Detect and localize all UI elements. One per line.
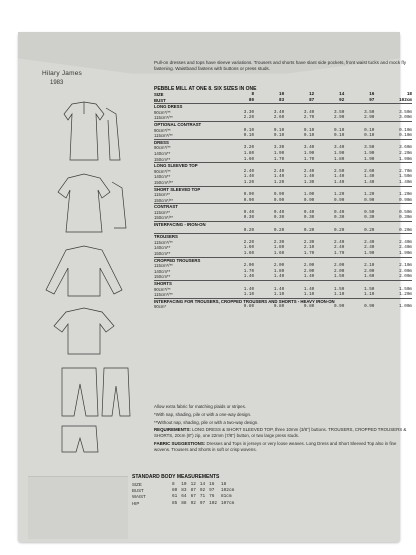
measurement-row	[132, 501, 238, 507]
fabric-width-label: 150cm*/**	[154, 215, 174, 221]
yardage-cell: 0.90	[273, 192, 285, 198]
yardage-cell: 0.10	[364, 133, 375, 139]
yardage-cell: 1.40	[303, 286, 315, 292]
yardage-cell: 3.50	[364, 109, 375, 115]
fabric-width-label: 90cm*	[154, 304, 167, 310]
yardage-cell: 2.70m	[399, 168, 412, 174]
yardage-cell: 1.20m	[399, 292, 412, 298]
measurement-cell: 92	[190, 500, 196, 506]
measurement-cell: 85	[172, 500, 178, 506]
bust-header-row-cell: 102cm	[399, 97, 412, 103]
fabric-width-label: 90cm*/**	[154, 127, 171, 133]
yardage-cell: 0.90	[364, 197, 375, 203]
fabric-width-label: 115cm*/**	[154, 292, 173, 298]
measurement-cell: 18	[221, 482, 227, 487]
measurement-cell: 87	[190, 488, 196, 494]
measurement-cell: 64	[181, 494, 187, 500]
yardage-cell: 3.50	[333, 109, 345, 115]
yardage-cell: 2.40	[364, 239, 375, 245]
yardage-cell: 3.30	[273, 145, 285, 151]
yardage-cell: 0.10	[333, 133, 345, 139]
yardage-cell: 1.50	[364, 286, 375, 292]
yardage-cell: 0.10m	[399, 133, 412, 139]
measurement-label: HIP	[132, 500, 140, 506]
yardage-cell: 0.90m	[399, 197, 412, 203]
envelope-fold	[28, 476, 128, 539]
yardage-cell: 1.40	[243, 286, 255, 292]
size-header-row-cell: 10	[278, 92, 285, 97]
nap-note-2: **Without nap, shading, pile or with a two-way design.	[154, 419, 259, 425]
yardage-cell: 0.10	[273, 127, 285, 133]
yardage-cell: 2.00	[364, 268, 375, 274]
yardage-cell: 2.00	[243, 263, 255, 269]
yardage-cell: 1.10	[273, 292, 285, 298]
table-row	[154, 304, 412, 310]
yardage-cell: 2.20	[243, 239, 255, 245]
yardage-cell: 1.30	[303, 179, 315, 185]
yardage-cell: 2.40	[333, 239, 345, 245]
dress-sketch	[58, 174, 126, 232]
yardage-cell: 1.50	[333, 274, 345, 280]
yardage-cell: 0.40	[273, 209, 285, 215]
yardage-cell: 1.80	[273, 268, 285, 274]
pattern-description: Pull-on dresses and tops have sleeve variations. Trousers and shorts have slant side pockets, front waist tucks and mock fly fastening. Waistband fastens with buttons or press studs.	[154, 60, 407, 71]
yardage-cell: 1.10	[364, 292, 375, 298]
fabric-width-label: 115cm**	[154, 209, 170, 215]
yardage-cell: 2.30	[303, 239, 315, 245]
fabric-width-label: 90cm*/**	[154, 286, 171, 292]
bust-header-row-cell: 97	[369, 97, 375, 103]
measurement-cell: 71	[199, 494, 206, 500]
yardage-cell: 1.60	[243, 251, 255, 257]
body-measurements	[132, 474, 312, 507]
pattern-subtitle: PEBBLE MILL AT ONE 8. SIX SIZES IN ONE	[154, 86, 257, 92]
fabric-width-label: 140cm**	[154, 245, 171, 251]
fabric-width-label: 140cm**	[154, 174, 171, 180]
requirements-note	[154, 427, 410, 439]
yardage-cell: 0.20	[364, 227, 375, 233]
fabric-note	[154, 441, 410, 453]
yardage-cell: 1.60	[364, 274, 375, 280]
yardage-cell: 1.50	[333, 286, 345, 292]
yardage-cell: 1.00m	[399, 304, 412, 310]
long-sleeved-top-sketch	[46, 246, 122, 296]
yardage-cell: 2.20	[243, 115, 255, 121]
yardage-cell: 2.40m	[399, 245, 412, 251]
yardage-cell: 0.50	[364, 209, 375, 215]
yardage-cell: 3.30	[243, 109, 255, 115]
yardage-cell: 0.90	[243, 192, 255, 198]
section-title: CROPPED TROUSERS	[154, 257, 412, 263]
yardage-cell: 1.40	[273, 174, 285, 180]
yardage-cell: 1.60	[243, 245, 255, 251]
fabric-width-label: 150cm*/**	[154, 197, 174, 203]
yardage-cell: 0.90	[333, 304, 345, 310]
measurement-label: BUST	[132, 488, 144, 494]
garment-sketches-svg	[32, 100, 140, 460]
yardage-cell: 1.90	[364, 251, 375, 257]
size-header-row-cell: 14	[339, 92, 345, 97]
yardage-cell: 1.40m	[399, 179, 412, 185]
garment-sketches	[32, 100, 140, 460]
yardage-cell: 3.00m	[399, 115, 412, 121]
yardage-cell: 2.40	[333, 245, 345, 251]
yardage-cell: 3.40	[273, 109, 285, 115]
yardage-cell: 1.20	[273, 179, 285, 185]
fabric-width-label: 90cm*/**	[154, 168, 171, 174]
yardage-cell: 0.10	[243, 127, 255, 133]
measurement-cell: 16	[209, 482, 215, 487]
fabric-width-label: 140cm**	[154, 268, 171, 274]
measurement-cell: 10	[181, 482, 187, 487]
yardage-cell: 1.00	[303, 192, 315, 198]
fabric-width-label: 150cm**	[154, 156, 171, 162]
yardage-cell: 2.60	[273, 115, 285, 121]
section-title: SHORTS	[154, 281, 412, 287]
yardage-cell: 0.30	[273, 215, 285, 221]
yardage-cell: 2.30	[273, 239, 285, 245]
fabric-width-label: 150cm**	[154, 251, 171, 257]
yardage-cell: 0.10	[243, 133, 255, 139]
section-title: INTERFACING - IRON-ON	[154, 222, 412, 228]
bust-header-row-cell: 92	[339, 97, 345, 103]
yardage-cell: 0.40	[243, 209, 255, 215]
yardage-cell: 1.20	[243, 179, 255, 185]
yardage-cell: 0.80	[243, 304, 255, 310]
yardage-cell: 2.90	[333, 115, 345, 121]
yardage-cell: 0.30m	[399, 215, 412, 221]
yardage-cell: 1.40	[273, 286, 285, 292]
shorts-sketch	[62, 426, 98, 452]
yardage-cell: 0.40	[303, 209, 315, 215]
size-header-row-cell: 18	[406, 92, 412, 97]
yardage-cell: 0.20	[333, 227, 345, 233]
yardage-cell: 2.40m	[399, 239, 412, 245]
yardage-cell: 3.20	[243, 145, 255, 151]
yardage-cell: 2.50	[333, 168, 345, 174]
size-header-row-cell: 16	[369, 92, 375, 97]
fabric-requirements-table	[154, 92, 412, 310]
measurements-table	[132, 482, 238, 507]
fabric-width-label: 115cm*/**	[154, 263, 173, 269]
measurement-cell: 8	[172, 482, 175, 487]
yardage-cell: 0.10m	[399, 127, 412, 133]
measurement-cell: 102cm	[221, 488, 235, 494]
yardage-cell: 0.20	[303, 227, 315, 233]
yardage-cell: 2.40	[303, 168, 315, 174]
measurement-cell: 102	[209, 500, 218, 506]
yardage-cell: 2.00m	[399, 274, 412, 280]
yardage-cell: 3.50	[364, 145, 375, 151]
yardage-cell: 1.90m	[399, 251, 412, 257]
size-header-row-cell: 8	[251, 92, 255, 97]
yardage-cell: 3.50m	[399, 109, 412, 115]
yardage-cell: 0.90	[243, 197, 255, 203]
yardage-cell: 0.90	[333, 197, 345, 203]
pattern-notes	[154, 404, 410, 455]
section-title: LONG DRESS	[154, 104, 412, 110]
fabric-width-label: 115cm*/**	[154, 115, 173, 121]
yardage-cell: 1.40	[333, 179, 345, 185]
fabric-width-label: 90cm*/**	[154, 145, 171, 151]
yardage-cell: 1.90m	[399, 156, 412, 162]
size-header-row-cell: 12	[309, 92, 315, 97]
yardage-cell: 1.70	[333, 251, 345, 257]
fabric-title: FABRIC SUGGESTIONS:	[154, 440, 206, 446]
yardage-cell: 0.50m	[399, 209, 412, 215]
yardage-cell: 1.40	[364, 174, 375, 180]
yardage-cell: 1.20	[364, 192, 375, 198]
yardage-cell: 1.10	[303, 292, 315, 298]
measurement-cell: 92	[199, 488, 206, 494]
measurement-cell: 83	[181, 488, 187, 494]
nap-note-1: *With nap, shading, pile or with a one-way design.	[154, 411, 252, 417]
measurement-cell: 80	[172, 488, 178, 494]
yardage-cell: 0.30	[364, 215, 375, 221]
yardage-cell: 1.90	[333, 150, 345, 156]
measurement-cell: 88	[181, 500, 187, 506]
yardage-cell: 2.00	[303, 268, 315, 274]
measurement-cell: 76	[209, 494, 215, 500]
yardage-cell: 1.20	[333, 192, 345, 198]
section-title: TROUSERS	[154, 234, 412, 240]
yardage-cell: 1.70	[303, 251, 315, 257]
measurement-cell: 107cm	[221, 500, 235, 506]
size-header-row-label: SIZE	[154, 92, 164, 97]
yardage-cell: 1.60	[273, 251, 285, 257]
yardage-cell: 2.00m	[399, 268, 412, 274]
short-sleeved-top-sketch	[54, 308, 114, 354]
yardage-cell: 2.20m	[399, 150, 412, 156]
yardage-cell: 3.40	[303, 109, 315, 115]
yardage-cell: 0.40	[333, 209, 345, 215]
yardage-cell: 1.70	[243, 268, 255, 274]
section-title: CONTRAST	[154, 204, 412, 210]
yardage-cell: 1.90	[364, 156, 375, 162]
fabric-width-label: 115cm*/**	[154, 239, 173, 245]
yardage-cell: 3.40	[303, 145, 315, 151]
yardage-cell: 1.90	[303, 150, 315, 156]
yardage-cell: 2.40	[273, 168, 285, 174]
requirements-title: REQUIREMENTS:	[154, 427, 191, 433]
yardage-cell: 1.70	[273, 156, 285, 162]
measurement-cell: 67	[190, 494, 196, 500]
pattern-number: 1983	[50, 80, 64, 86]
fabric-width-label: 115cm*/**	[154, 133, 173, 139]
yardage-cell: 2.10	[303, 245, 315, 251]
section-title: OPTIONAL CONTRAST	[154, 121, 412, 127]
yardage-cell: 1.50m	[399, 286, 412, 292]
yardage-cell: 1.10	[243, 292, 255, 298]
yardage-cell: 1.80	[243, 150, 255, 156]
fabric-width-label: 90cm*/**	[154, 109, 171, 115]
yardage-cell: 0.10	[364, 127, 375, 133]
measurement-label: WAIST	[132, 494, 146, 500]
fabric-text: Dresses and Tops in jerseys or very loose weaves. Long Dress and Short Sleeved Top also in fine wovens. Trousers and Shorts in soft or crisp wovens.	[154, 440, 397, 452]
yardage-cell: 2.00	[273, 263, 285, 269]
yardage-cell: 0.80	[303, 304, 315, 310]
yardage-cell: 0.30	[303, 215, 315, 221]
allow-note: Allow extra fabric for matching plaids or stripes.	[154, 404, 246, 409]
requirements-text: LONG DRESS & SHORT SLEEVED TOP, three 10mm (3/8") buttons. TROUSERS, CROPPED TROUSERS & SHORTS, 20cm (8") zip, one 22mm (7/8") button, or two large press studs.	[154, 427, 407, 439]
measurement-label: SIZE	[132, 482, 142, 487]
yardage-cell: 0.90	[273, 197, 285, 203]
measurement-cell: 81cm	[221, 494, 232, 500]
section-title: INTERFACING FOR TROUSERS, CROPPED TROUSERS AND SHORTS - HEAVY IRON-ON	[154, 298, 412, 304]
yardage-cell: 0.10	[303, 127, 315, 133]
yardage-cell: 1.40	[243, 274, 255, 280]
brand-name: Hilary James	[42, 70, 82, 77]
yardage-cell: 2.90	[364, 115, 375, 121]
yardage-cell: 0.10	[273, 133, 285, 139]
trousers-sketch	[62, 368, 130, 416]
measurement-cell: 97	[209, 488, 215, 494]
yardage-cell: 1.50m	[399, 174, 412, 180]
yardage-cell: 2.00	[333, 263, 345, 269]
yardage-cell: 0.10	[303, 133, 315, 139]
fabric-width-label: 150cm*/**	[154, 179, 174, 185]
yardage-cell: 1.20m	[399, 192, 412, 198]
measurement-cell: 97	[199, 500, 206, 506]
yardage-cell: 2.60	[364, 168, 375, 174]
bust-header-row-label: BUST	[154, 97, 166, 103]
yardage-cell: 1.90	[364, 150, 375, 156]
yardage-cell: 0.20	[243, 227, 255, 233]
yardage-cell: 2.40	[364, 245, 375, 251]
pattern-envelope	[18, 32, 412, 542]
yardage-cell: 0.30	[243, 215, 255, 221]
yardage-cell: 1.40	[364, 179, 375, 185]
yardage-cell: 3.40	[333, 145, 345, 151]
measurement-cell: 12	[190, 482, 196, 487]
yardage-cell: 2.40	[243, 168, 255, 174]
yardage-cell: 1.70	[303, 156, 315, 162]
fabric-width-label: 150cm**	[154, 274, 171, 280]
yardage-cell: 1.40	[333, 174, 345, 180]
yardage-cell: 0.80	[273, 304, 285, 310]
measurement-cell: 61	[172, 494, 178, 500]
yardage-cell: 2.00	[333, 268, 345, 274]
yardage-cell: 1.40	[273, 274, 285, 280]
yardage-cell: 2.10	[364, 263, 375, 269]
yardage-cell: 1.60	[243, 156, 255, 162]
fabric-width-label: 115cm**	[154, 192, 170, 198]
yardage-cell: 0.20	[273, 227, 285, 233]
yardage-cell: 1.90	[273, 150, 285, 156]
bust-header-row-cell: 83	[278, 97, 285, 103]
bust-header-row-cell: 80	[248, 97, 255, 103]
yardage-cell: 1.80	[333, 156, 345, 162]
yardage-cell: 2.00	[303, 263, 315, 269]
section-title: SHORT SLEEVED TOP	[154, 186, 412, 192]
measurement-cell: 14	[199, 482, 206, 487]
yardage-cell: 1.40	[303, 174, 315, 180]
section-title: DRESS	[154, 139, 412, 145]
fabric-width-label: 140cm**	[154, 150, 171, 156]
yardage-cell: 0.20m	[399, 227, 412, 233]
bust-header-row-cell: 87	[309, 97, 315, 103]
yardage-cell: 0.10	[333, 127, 345, 133]
yardage-cell: 1.10	[333, 292, 345, 298]
yardage-cell: 0.90	[303, 197, 315, 203]
long-dress-sketch	[64, 102, 120, 160]
yardage-cell: 3.60m	[399, 145, 412, 151]
yardage-cell: 1.40	[303, 274, 315, 280]
measurements-title: STANDARD BODY MEASUREMENTS	[132, 474, 220, 480]
yardage-cell: 0.30	[333, 215, 345, 221]
yardage-cell: 2.70	[303, 115, 315, 121]
yardage-cell: 2.10m	[399, 263, 412, 269]
yardage-cell: 0.90	[364, 304, 375, 310]
section-title: LONG SLEEVED TOP	[154, 163, 412, 169]
yardage-cell: 1.40	[243, 174, 255, 180]
yardage-cell: 1.80	[273, 245, 285, 251]
